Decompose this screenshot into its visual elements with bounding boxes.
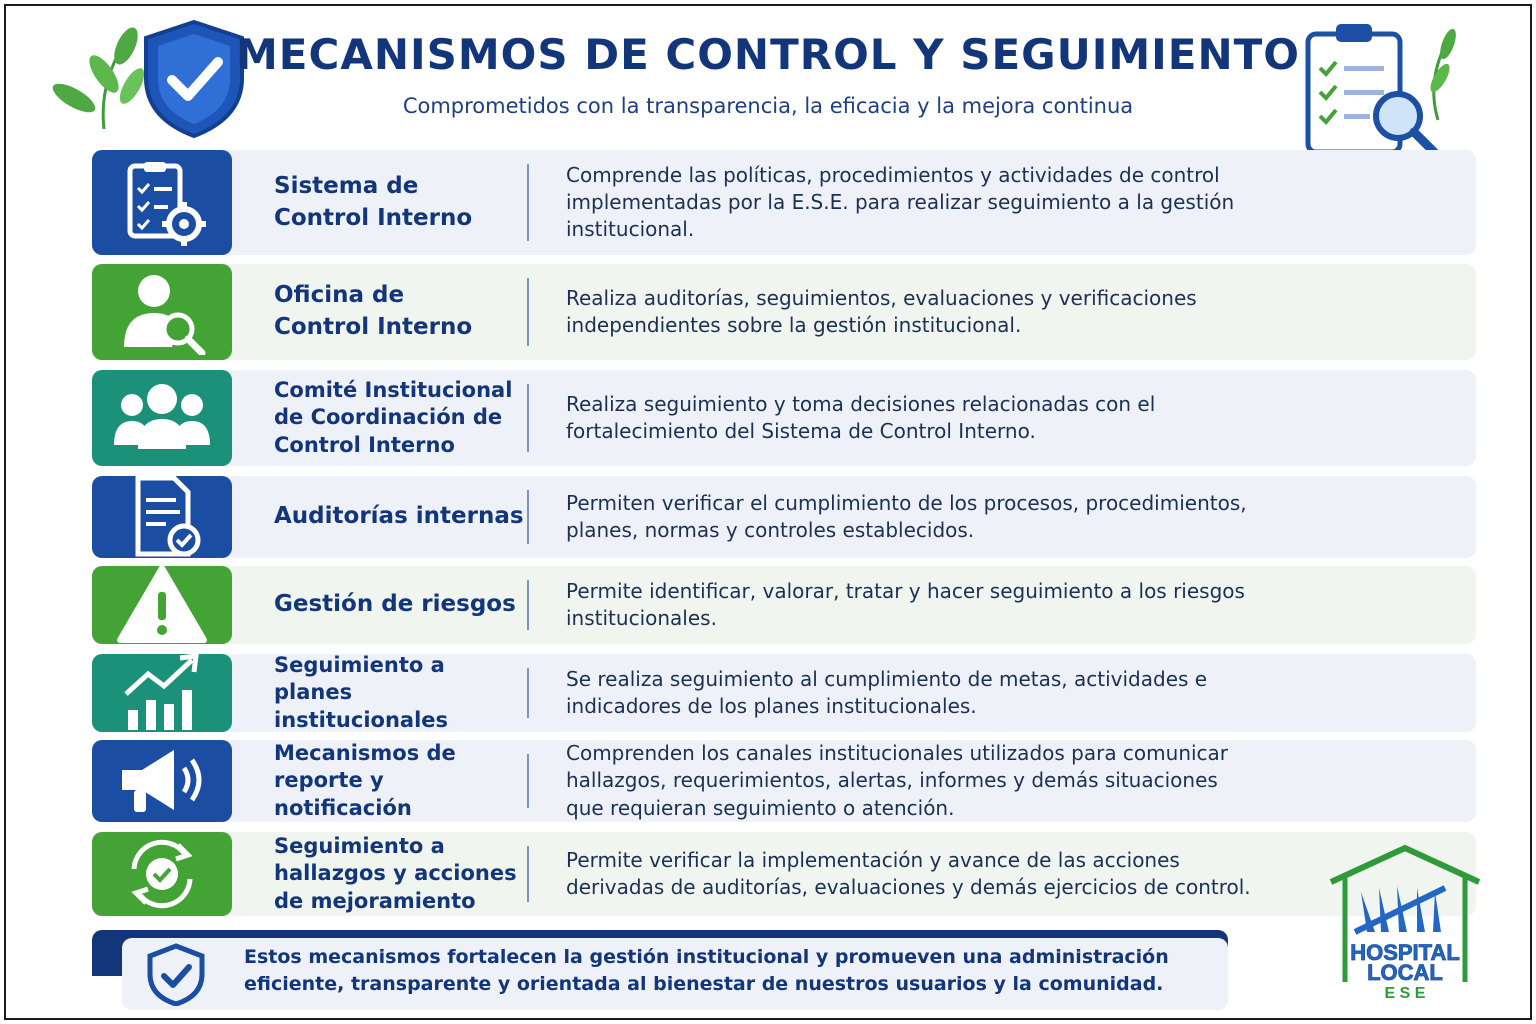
mechanism-row-reporte-notificacion [92,740,1476,822]
mechanism-label: Comité Institucional de Coordinación de Control Interno [274,378,513,457]
row-divider [527,384,529,452]
growth-chart-icon [112,650,212,736]
logo-text-line1: HOSPITAL [1350,940,1460,965]
mechanism-description: Comprenden los canales institucionales utilizados para comunicar hallazgos, requerimientos, alertas, informes y demás situaciones que requieran seguimiento o atención. [566,741,1229,820]
row-icon-tile [92,370,232,466]
mechanism-label: Auditorías internas [274,503,524,530]
mechanism-description: Permiten verificar el cumplimiento de los procesos, procedimientos, planes, normas y controles establecidos. [566,490,1247,542]
page-subtitle: Comprometidos con la transparencia, la eficacia y la mejora continua [402,94,1134,118]
row-icon-tile [92,264,232,360]
row-divider [527,846,529,902]
megaphone-icon [112,738,212,824]
user-search-icon [112,269,212,355]
row-icon-tile [92,566,232,644]
mechanism-description: Realiza auditorías, seguimientos, evaluaciones y verificaciones independientes sobre la gestión institucional. [566,285,1197,337]
clipboard-search-icon [1298,20,1458,170]
warning-icon [112,562,212,648]
logo-text-line3: E S E [1384,985,1426,1002]
row-divider [527,490,529,544]
row-divider [527,754,529,808]
mechanism-label: Oficina de Control Interno [274,282,473,340]
row-divider [527,278,529,346]
mechanism-label: Seguimiento a hallazgos y acciones de mejoramiento [274,834,517,913]
mechanism-label: Mecanismos de reporte y notificación [274,741,456,820]
mechanism-description: Realiza seguimiento y toma decisiones relacionadas con el fortalecimiento del Sistema de Control Interno. [566,391,1156,443]
mechanism-description: Permite identificar, valorar, tratar y hacer seguimiento a los riesgos institucionales. [566,578,1245,630]
row-divider [527,164,529,241]
mechanism-label: Gestión de riesgos [274,591,516,618]
clipboard-gear-icon [112,160,212,246]
mechanism-description: Comprende las políticas, procedimientos y actividades de control implementadas por la E.S.E. para realizar seguimiento a la gestión institucional. [566,162,1235,242]
row-icon-tile [92,654,232,732]
mechanism-description: Se realiza seguimiento al cumplimiento de metas, actividades e indicadores de los planes institucionales. [566,666,1208,718]
footer-text: Estos mecanismos fortalecen la gestión institucional y promueven una administración eficiente, transparente y orientada al bienestar de nuestros usuarios y la comunidad. [244,946,1169,995]
row-divider [527,668,529,718]
mechanism-row-oficina-control-interno [92,264,1476,360]
mechanism-row-auditorias-internas [92,476,1476,558]
document-check-icon [112,474,212,560]
row-icon-tile [92,740,232,822]
row-icon-tile [92,476,232,558]
mechanism-row-comite-institucional [92,370,1476,466]
mechanism-row-hallazgos-mejoramiento [92,832,1476,916]
shield-check-icon [144,942,208,1006]
hospital-logo [1325,842,1485,1002]
mechanism-label: Sistema de Control Interno [274,172,473,231]
row-icon-tile [92,150,232,255]
mechanism-row-seguimiento-planes [92,654,1476,732]
page-title: MECANISMOS DE CONTROL Y SEGUIMIENTO [236,30,1300,79]
logo-text-line2: LOCAL [1367,960,1443,985]
mechanism-description: Permite verificar la implementación y avance de las acciones derivadas de auditorías, evaluaciones y demás ejercicios de control. [566,847,1251,899]
row-divider [527,580,529,630]
mechanism-row-sistema-control-interno [92,150,1476,255]
group-icon [112,375,212,461]
mechanism-label: Seguimiento a planes institucionales [274,653,449,732]
mechanism-row-gestion-riesgos [92,566,1476,644]
row-icon-tile [92,832,232,916]
footer-banner [92,930,1228,1010]
cycle-check-icon [112,831,212,917]
